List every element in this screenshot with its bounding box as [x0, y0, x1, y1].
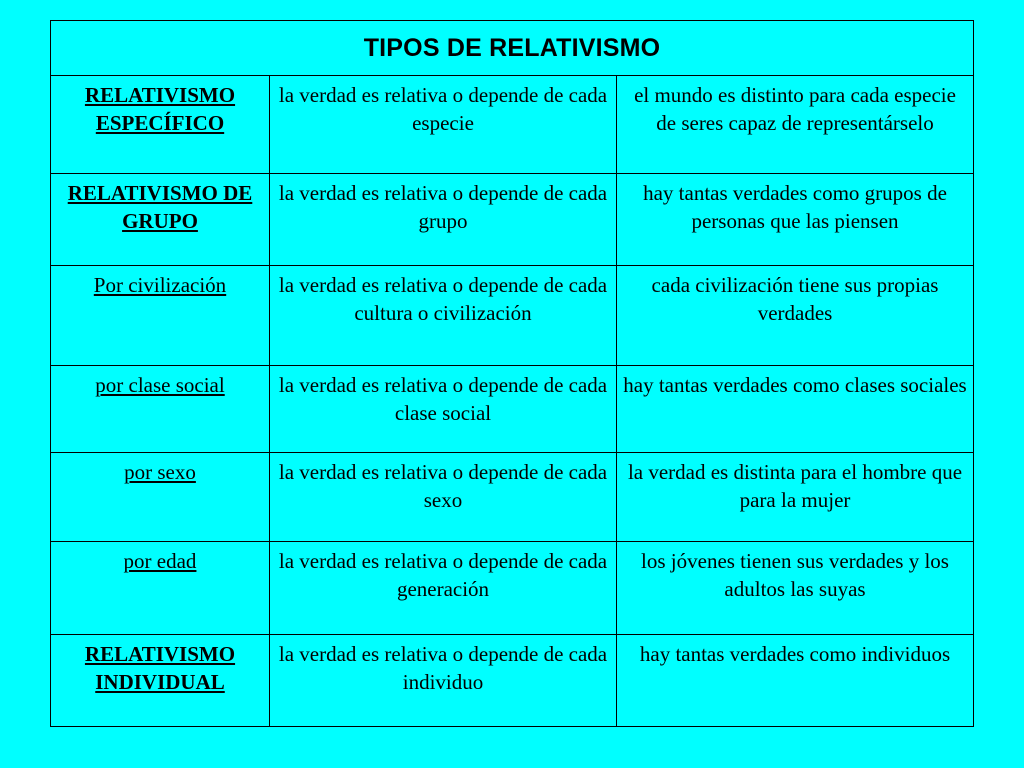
- row-consequence: la verdad es distinta para el hombre que para la mujer: [617, 453, 974, 542]
- row-consequence: cada civilización tiene sus propias verdades: [617, 266, 974, 366]
- row-name: RELATIVISMO DE GRUPO: [67, 181, 253, 233]
- row-name-cell: [51, 366, 270, 453]
- table-row: [51, 174, 974, 266]
- table-row: [51, 366, 974, 453]
- row-name: Por civilización: [93, 273, 227, 297]
- row-meaning: la verdad es relativa o depende de cada sexo: [270, 453, 617, 542]
- row-name: RELATIVISMO INDIVIDUAL: [84, 642, 236, 694]
- row-name-cell: [51, 174, 270, 266]
- row-meaning: la verdad es relativa o depende de cada especie: [270, 76, 617, 174]
- row-consequence: hay tantas verdades como grupos de personas que las piensen: [617, 174, 974, 266]
- row-name-cell: [51, 635, 270, 727]
- row-consequence: los jóvenes tienen sus verdades y los adultos las suyas: [617, 542, 974, 635]
- row-name: por edad: [123, 549, 197, 573]
- row-meaning: la verdad es relativa o depende de cada individuo: [270, 635, 617, 727]
- row-name-cell: [51, 453, 270, 542]
- table-row: [51, 76, 974, 174]
- row-consequence: el mundo es distinto para cada especie de seres capaz de representárselo: [617, 76, 974, 174]
- row-meaning: la verdad es relativa o depende de cada clase social: [270, 366, 617, 453]
- table-row: [51, 635, 974, 727]
- row-meaning: la verdad es relativa o depende de cada cultura o civilización: [270, 266, 617, 366]
- row-name-cell: [51, 542, 270, 635]
- relativism-table: [50, 20, 974, 727]
- row-name: RELATIVISMO ESPECÍFICO: [84, 83, 236, 135]
- row-meaning: la verdad es relativa o depende de cada generación: [270, 542, 617, 635]
- row-name: por sexo: [124, 460, 196, 484]
- row-consequence: hay tantas verdades como clases sociales: [617, 366, 974, 453]
- row-name: por clase social: [95, 373, 225, 397]
- table-row: [51, 266, 974, 366]
- row-consequence: hay tantas verdades como individuos: [617, 635, 974, 727]
- table-title: TIPOS DE RELATIVISMO: [51, 21, 974, 76]
- table-row: [51, 542, 974, 635]
- row-meaning: la verdad es relativa o depende de cada grupo: [270, 174, 617, 266]
- row-name-cell: [51, 76, 270, 174]
- title-row: [51, 21, 974, 76]
- row-name-cell: [51, 266, 270, 366]
- table-row: [51, 453, 974, 542]
